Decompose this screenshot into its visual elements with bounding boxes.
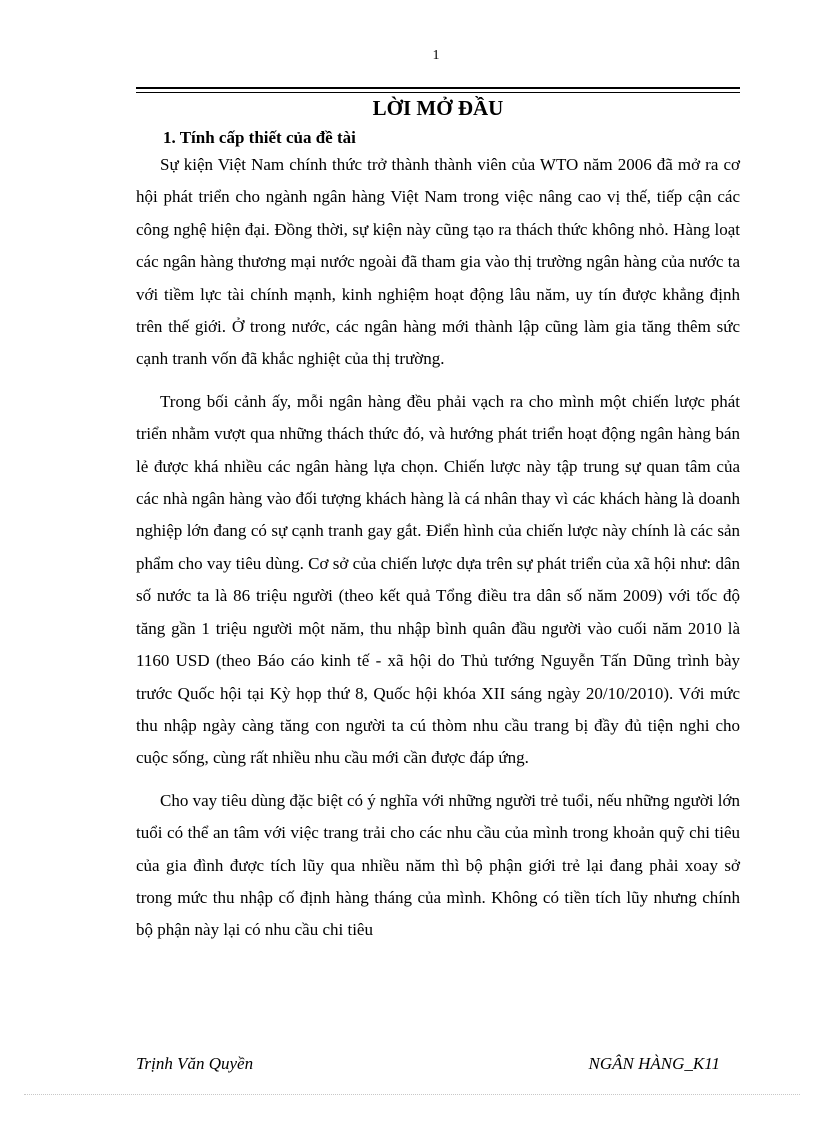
- header-rule: [136, 87, 740, 93]
- footer-class-code: NGÂN HÀNG_K11: [588, 1054, 720, 1073]
- document-title: LỜI MỞ ĐẦU: [372, 96, 504, 120]
- section-heading: 1. Tính cấp thiết của đề tài: [163, 128, 356, 147]
- footer-divider: [24, 1094, 800, 1095]
- paragraph-2: Trong bối cảnh ấy, mỗi ngân hàng đều phải vạch ra cho mình một chiến lược phát triển nhằm vượt qua những thách thức đó, và hướng phát triển hoạt động ngân hàng bán lẻ được khá nhiều các ngân hàng lựa chọn. Chiến lược này tập trung sự quan tâm của các nhà ngân hàng vào đối tượng khách hàng là cá nhân thay vì các khách hàng là doanh nghiệp lớn đang có sự cạnh tranh gay gắt. Điển hình của chiến lược này chính là các sản phẩm cho vay tiêu dùng. Cơ sở của chiến lược dựa trên sự phát triển của xã hội như: dân số nước ta là 86 triệu người (theo kết quả Tổng điều tra dân số năm 2009) với tốc độ tăng gần 1 triệu người một năm, thu nhập bình quân đầu người vào cuối năm 2010 là 1160 USD (theo Báo cáo kinh tế - xã hội do Thủ tướng Nguyễn Tấn Dũng trình bày trước Quốc hội tại Kỳ họp thứ 8, Quốc hội khóa XII sáng ngày 20/10/2010). Với mức thu nhập ngày càng tăng con người ta cú thòm nhu cầu trang bị đầy đủ tiện nghi cho cuộc sống, cùng rất nhiều nhu cầu mới cần được đáp ứng.: [136, 391, 740, 768]
- paragraph-3: Cho vay tiêu dùng đặc biệt có ý nghĩa với những người trẻ tuổi, nếu những người lớn tuổi có thể an tâm với việc trang trải cho các nhu cầu của mình trong khoản quỹ chi tiêu của gia đình được tích lũy qua nhiều năm thì bộ phận giới trẻ lại đang phải xoay sở trong mức thu nhập cố định hàng tháng của mình. Không có tiền tích lũy nhưng chính bộ phận này lại có nhu cầu chi tiêu: [136, 790, 740, 940]
- footer-author: Trịnh Văn Quyền: [136, 1054, 254, 1073]
- paragraph-1: Sự kiện Việt Nam chính thức trở thành thành viên của WTO năm 2006 đã mở ra cơ hội phát triển cho ngành ngân hàng Việt Nam trong việc nâng cao vị thế, tiếp cận các công nghệ hiện đại. Đồng thời, sự kiện này cũng tạo ra thách thức không nhỏ. Hàng loạt các ngân hàng thương mại nước ngoài đã tham gia vào thị trường ngân hàng của nước ta với tiềm lực tài chính mạnh, kinh nghiệm hoạt động lâu năm, uy tín được khẳng định trên thế giới. Ở trong nước, các ngân hàng mới thành lập cũng làm gia tăng thêm sức cạnh tranh vốn đã khắc nghiệt của thị trường.: [136, 155, 740, 369]
- body-text: [136, 149, 740, 957]
- page-number: 1: [432, 48, 440, 63]
- page-footer: [136, 1054, 720, 1074]
